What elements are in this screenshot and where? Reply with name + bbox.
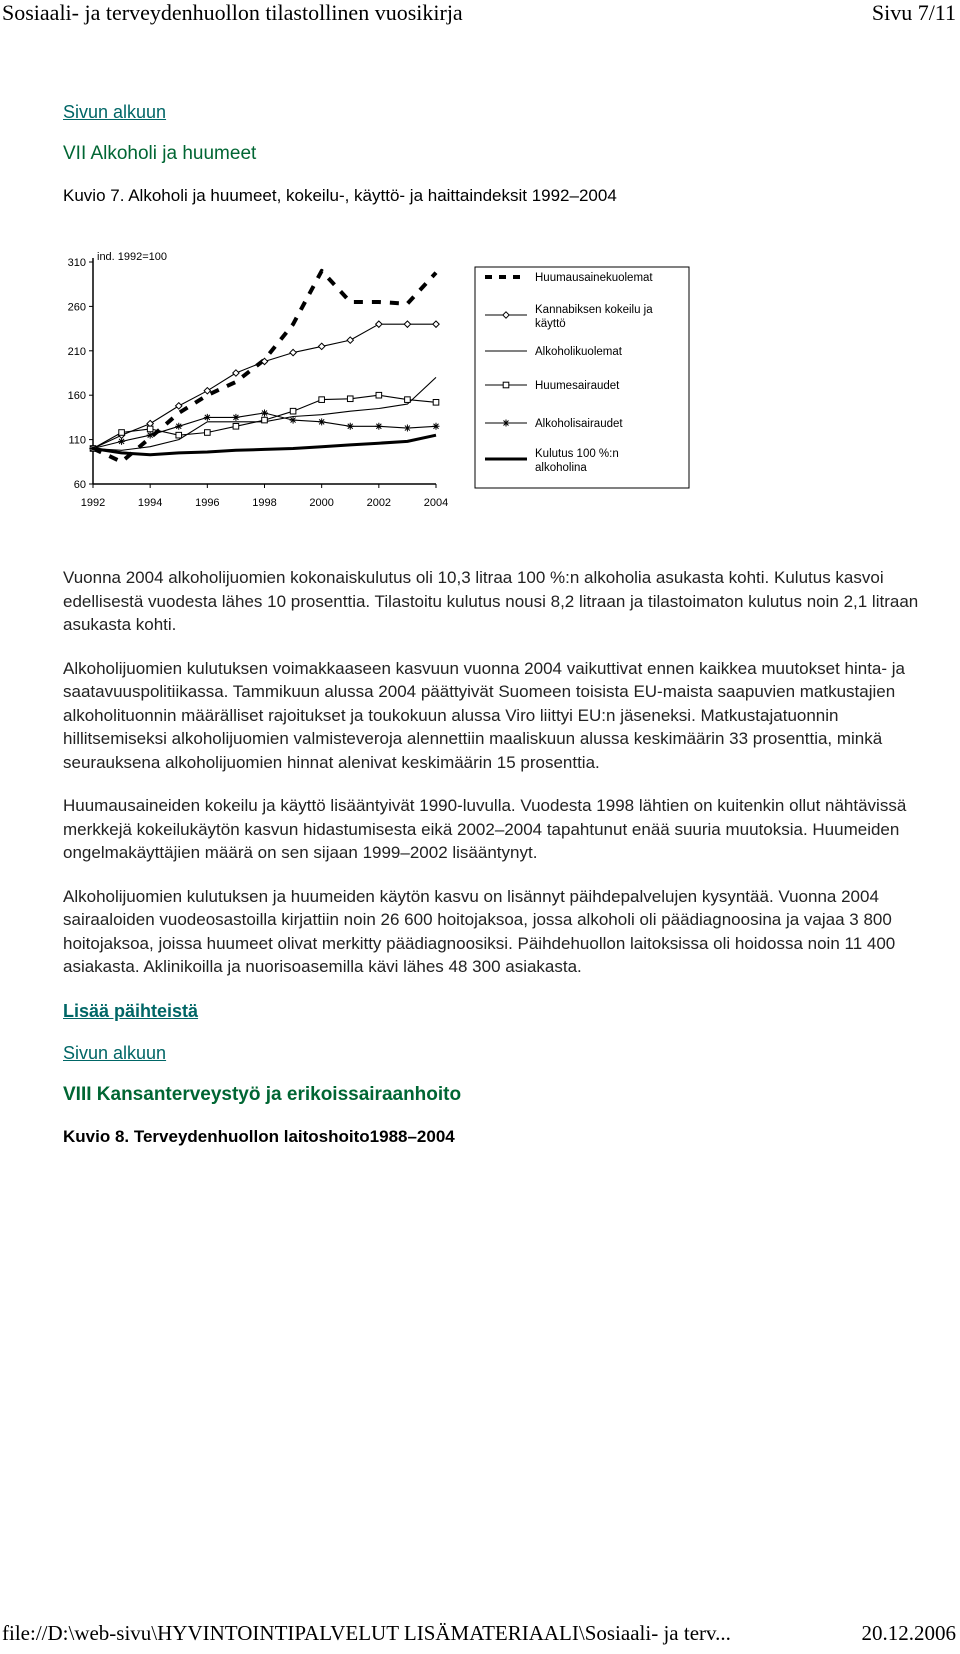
y-tick-label: 110 (68, 434, 86, 447)
series-point-4 (318, 418, 325, 425)
content (63, 100, 943, 208)
section-title-8: VIII Kansanterveystyö ja erikoissairaanhoito (63, 1083, 462, 1105)
figure-7-title: Kuvio 7. Alkoholi ja huumeet, kokeilu-, käyttö- ja haittaindeksit 1992–2004 (63, 186, 617, 205)
page-number: Sivu 7/11 (871, 0, 956, 25)
series-point-4 (404, 425, 411, 432)
legend-label-0: Huumausainekuolemat (535, 272, 653, 284)
legend-label-4: Alkoholisairaudet (535, 418, 623, 430)
paragraph-1: Vuonna 2004 alkoholijuomien kokonaiskulutus oli 10,3 litraa 100 %:n alkoholia asukasta kohti. Kulutus kasvoi edellisestä vuodesta lähes 10 prosenttia. Tilastoitu kulutus nousi 8,2 litraan ja tilastoimaton kulutus noin 2,1 litraan asukasta kohti. (63, 568, 919, 634)
x-tick-label: 1998 (252, 497, 277, 509)
series-point-3 (262, 417, 268, 423)
series-point-1 (376, 321, 382, 327)
figure-7-chart (63, 250, 733, 550)
series-point-3 (290, 408, 296, 414)
page-header (0, 0, 960, 34)
legend-label-3: Huumesairaudet (535, 380, 620, 392)
figure-8-title: Kuvio 8. Terveydenhuollon laitoshoito1988–2004 (63, 1126, 455, 1146)
series-point-4 (175, 423, 182, 430)
series-point-4 (147, 432, 154, 439)
more-about-substances-link[interactable]: Lisää päihteistä (63, 1000, 199, 1021)
unit-label: ind. 1992=100 (97, 251, 168, 264)
legend-label-1-cont: käyttö (535, 318, 566, 330)
print-date: 20.12.2006 (861, 1621, 956, 1645)
file-path: file://D:\web-sivu\HYVINTOINTIPALVELUT LISÄMATERIAALI\Sosiaali- ja terv... (2, 1621, 731, 1645)
x-tick-label: 2002 (366, 497, 392, 509)
document-title: Sosiaali- ja terveydenhuollon tilastollinen vuosikirja (2, 0, 463, 25)
series-point-3 (233, 423, 239, 429)
legend-label-1: Kannabiksen kokeilu ja (535, 304, 653, 316)
section-title-7: VII Alkoholi ja huumeet (63, 143, 257, 164)
legend-label-5: Kulutus 100 %:n (535, 448, 619, 460)
back-to-top-link-2[interactable]: Sivun alkuun (63, 1042, 167, 1063)
series-point-1 (204, 388, 210, 394)
body-text (63, 566, 943, 1149)
series-line-0 (93, 271, 436, 462)
page-footer (0, 1620, 960, 1654)
series-point-3 (176, 432, 182, 438)
series-point-4 (204, 414, 211, 421)
series-point-4 (347, 423, 354, 430)
series-point-1 (290, 349, 296, 355)
paragraph-3: Huumausaineiden kokeilu ja käyttö lisääntyivät 1990-luvulla. Vuodesta 1998 lähtien on kuitenkin ollut nähtävissä merkkejä kokeilukäytön kasvun hidastumisesta eikä 2002–2004 tapahtunut enää suuria muutoksia. Huumeiden ongelmakäyttäjien määrä on sen sijaan 1999–2002 lisääntynyt. (63, 796, 907, 862)
back-to-top-link[interactable]: Sivun alkuun (63, 102, 167, 122)
series-point-3 (405, 397, 411, 403)
series-point-3 (319, 397, 325, 403)
series-point-3 (119, 430, 125, 436)
x-tick-label: 1994 (137, 497, 163, 509)
series-point-3 (433, 400, 439, 406)
x-tick-label: 1996 (195, 497, 220, 509)
series-point-3 (147, 426, 153, 432)
y-tick-label: 260 (67, 301, 86, 314)
x-tick-label: 1992 (80, 497, 106, 509)
y-tick-label: 60 (73, 479, 86, 491)
y-tick-label: 160 (67, 390, 86, 403)
series-point-4 (232, 414, 239, 421)
legend-marker-3 (503, 382, 509, 388)
series-point-4 (261, 409, 268, 416)
series-point-4 (118, 438, 125, 445)
series-point-4 (375, 423, 382, 430)
y-tick-label: 210 (67, 345, 86, 358)
line-chart (63, 250, 733, 550)
y-tick-label: 310 (67, 257, 86, 269)
paragraph-4: Alkoholijuomien kulutuksen ja huumeiden käytön kasvu on lisännyt päihdepalvelujen kysyntää. Vuonna 2004 sairaaloiden vuodeosastoilla kirjattiin noin 26 600 hoitojaksoa, jossa alkoholi oli päädiagnoosina ja vajaa 3 800 hoitojaksoa, joissa huumeet olivat merkitty päädiagnoosiksi. Päihdehuollon laitoksissa oli hoidossa noin 11 400 asiakasta. Aklinikoilla ja nuorisoasemilla kävi lähes 48 300 asiakasta. (63, 886, 896, 976)
series-point-4 (433, 423, 440, 430)
x-tick-label: 2000 (309, 497, 334, 509)
series-point-1 (318, 343, 324, 349)
x-tick-label: 2004 (423, 497, 449, 509)
paragraph-2: Alkoholijuomien kulutuksen voimakkaaseen kasvuun vuonna 2004 vaikuttivat ennen kaikkea muutokset hinta- ja saatavuuspolitiikassa. Tammikuun alussa 2004 päättyivät Suomeen toisista EU-maista saapuvien matkustajien alkoholituonnin määrälliset rajoitukset ja toukokuun alussa Viro liittyi EU:n jäseneksi. Matkustajatuonnin hillitsemiseksi alkoholijuomien valmisteveroja alennettiin maaliskuun alussa keskimäärin 33 prosenttia, minkä seurauksena alkoholijuomien hinnat alenivat keskimäärin 15 prosenttia. (63, 658, 906, 772)
series-point-1 (433, 321, 439, 327)
series-point-3 (376, 392, 382, 398)
series-point-3 (205, 430, 211, 436)
series-point-1 (176, 403, 182, 409)
series-point-1 (347, 337, 353, 343)
legend-label-5-cont: alkoholina (535, 462, 587, 474)
series-point-3 (347, 396, 353, 402)
series-point-1 (404, 321, 410, 327)
legend-label-2: Alkoholikuolemat (535, 346, 622, 358)
series-point-4 (290, 417, 297, 424)
legend-marker-4 (503, 420, 510, 427)
series-point-1 (233, 370, 239, 376)
